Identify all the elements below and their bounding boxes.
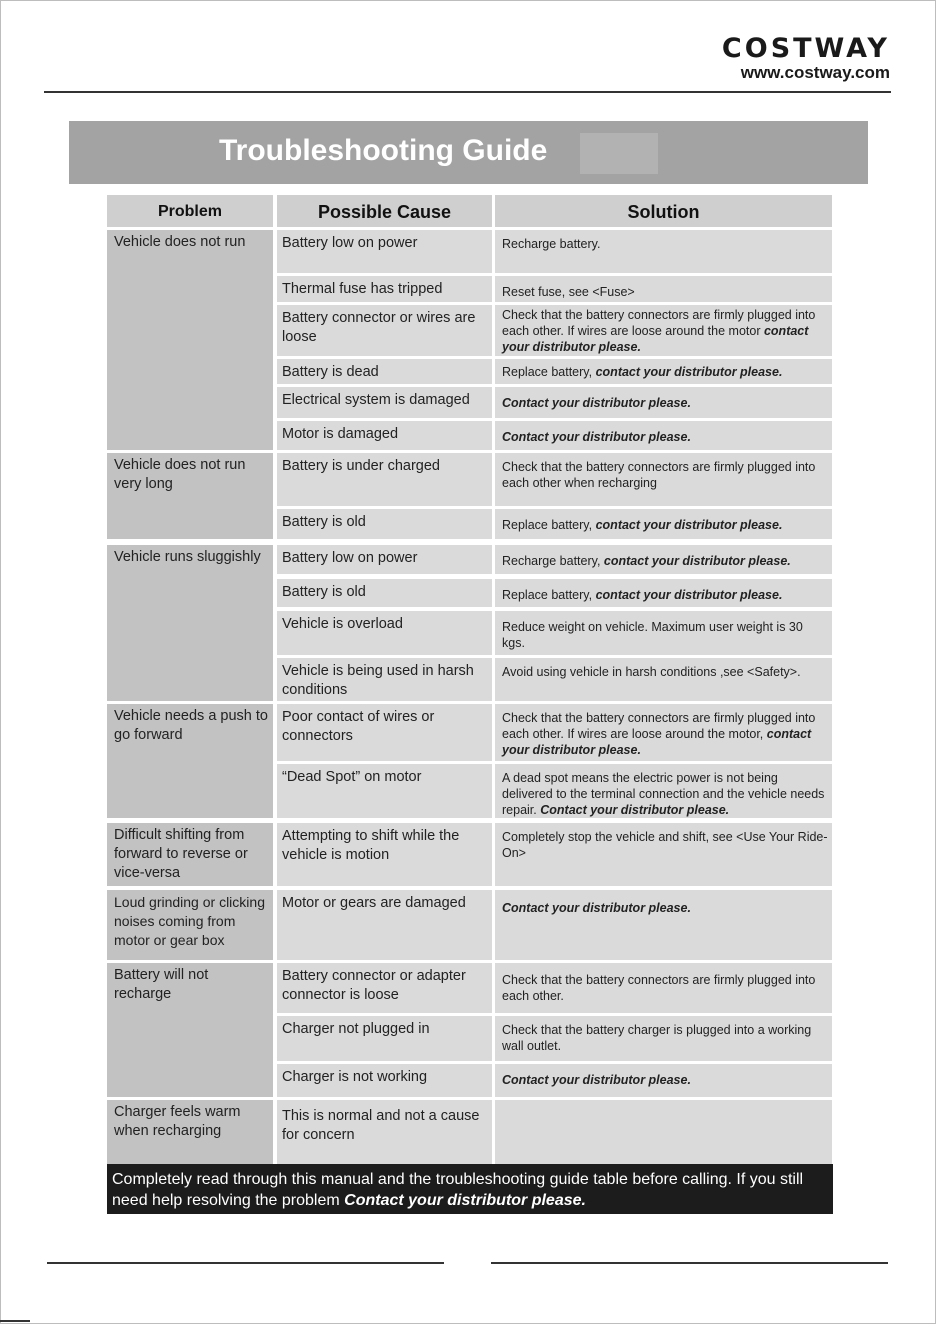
solution-emphasis: Contact your distributor please. [502,901,691,915]
solution-text: Replace battery, [502,518,593,532]
problem-cell: Charger feels warm when recharging [107,1100,273,1164]
solution-text: Replace battery, [502,365,593,379]
problem-cell: Difficult shifting from forward to reverse or vice-versa [107,823,273,886]
solution-cell [495,545,832,574]
cause-cell: Motor or gears are damaged [277,890,492,960]
solution-cell [495,1016,832,1061]
footer-note-text: Completely read through this manual and the troubleshooting guide table before calling. If you still need help resolving the problem [112,1171,804,1209]
solution-emphasis: contact your distributor please. [603,554,791,568]
header-divider [44,91,891,93]
cause-cell: Thermal fuse has tripped [277,276,492,302]
solution-cell [495,453,832,506]
page-title: Troubleshooting Guide [219,134,548,167]
solution-text: Check that the battery connectors are firmly plugged into each other. If wires are loose around the motor, [502,711,816,741]
cause-cell: Attempting to shift while the vehicle is motion [277,823,492,886]
solution-cell [495,387,832,418]
title-banner [69,121,868,184]
solution-cell [495,1064,832,1097]
header-solution: Solution [495,195,832,227]
solution-text: Check that the battery connectors are firmly plugged into each other. [502,973,816,1003]
solution-cell [495,1100,832,1164]
cause-cell: Battery connector or wires are loose [277,305,492,356]
solution-emphasis: contact your distributor please. [502,727,812,757]
problem-cell: Loud grinding or clicking noises coming from motor or gear box [107,890,273,960]
cause-cell: This is normal and not a cause for concern [277,1100,492,1164]
cause-cell: Battery is old [277,579,492,607]
corner-mark [0,1320,30,1322]
solution-emphasis: Contact your distributor please. [502,430,691,444]
cause-cell: Battery low on power [277,545,492,574]
solution-text: Recharge battery. [502,237,601,251]
cause-cell: Battery connector or adapter connector is loose [277,963,492,1013]
solution-cell [495,764,832,818]
cause-cell: Charger not plugged in [277,1016,492,1061]
solution-cell [495,611,832,655]
cause-cell: Battery is under charged [277,453,492,506]
table-header-row [107,195,832,227]
solution-cell [495,305,832,356]
solution-text: Check that the battery connectors are firmly plugged into each other. If wires are loose around the motor [502,308,816,338]
solution-text: A dead spot means the electric power is not being delivered to the terminal connection and the vehicle needs repair. [502,771,825,817]
cause-cell: Battery is dead [277,359,492,384]
cause-cell: Charger is not working [277,1064,492,1097]
footer-note-emphasis: Contact your distributor please. [344,1192,586,1209]
solution-cell [495,704,832,761]
solution-cell [495,230,832,273]
cause-cell: Poor contact of wires or connectors [277,704,492,761]
cause-cell: “Dead Spot” on motor [277,764,492,818]
title-decoration-box [580,133,658,174]
footer-divider-right [491,1262,888,1264]
cause-cell: Electrical system is damaged [277,387,492,418]
problem-cell: Vehicle needs a push to go forward [107,704,273,818]
solution-cell [495,359,832,384]
solution-emphasis: Contact your distributor please. [540,803,730,817]
solution-text: Reset fuse, see <Fuse> [502,285,635,299]
solution-text: Check that the battery charger is plugged into a working wall outlet. [502,1023,812,1053]
solution-cell [495,579,832,607]
footer-divider-left [47,1262,444,1264]
solution-emphasis: Contact your distributor please. [502,396,691,410]
solution-cell [495,963,832,1013]
solution-emphasis: contact your distributor please. [595,365,783,379]
solution-cell [495,509,832,539]
solution-emphasis: contact your distributor please. [595,518,783,532]
solution-cell [495,276,832,302]
solution-cell [495,823,832,886]
solution-cell [495,658,832,701]
solution-emphasis: Contact your distributor please. [502,1073,691,1087]
cause-cell: Motor is damaged [277,421,492,450]
header-possible-cause: Possible Cause [277,195,492,227]
footer-note [107,1164,833,1214]
solution-text: Check that the battery connectors are firmly plugged into each other when recharging [502,460,816,490]
solution-text: Replace battery, [502,588,593,602]
solution-text: Completely stop the vehicle and shift, see <Use Your Ride-On> [502,830,828,860]
cause-cell: Vehicle is overload [277,611,492,655]
problem-cell: Battery will not recharge [107,963,273,1097]
header-problem: Problem [107,195,273,227]
solution-emphasis: contact your distributor please. [502,324,809,354]
solution-text: Reduce weight on vehicle. Maximum user weight is 30 kgs. [502,620,803,650]
solution-emphasis: contact your distributor please. [595,588,783,602]
problem-cell: Vehicle does not run very long [107,453,273,539]
problem-cell: Vehicle does not run [107,230,273,450]
solution-text: Avoid using vehicle in harsh conditions ,see <Safety>. [502,665,801,679]
brand-url: www.costway.com [740,63,890,82]
solution-cell [495,421,832,450]
cause-cell: Battery low on power [277,230,492,273]
cause-cell: Vehicle is being used in harsh conditions [277,658,492,701]
problem-cell: Vehicle runs sluggishly [107,545,273,701]
solution-cell [495,890,832,960]
cause-cell: Battery is old [277,509,492,539]
brand-logo: COSTWAY [721,33,890,64]
solution-text: Recharge battery, [502,554,601,568]
